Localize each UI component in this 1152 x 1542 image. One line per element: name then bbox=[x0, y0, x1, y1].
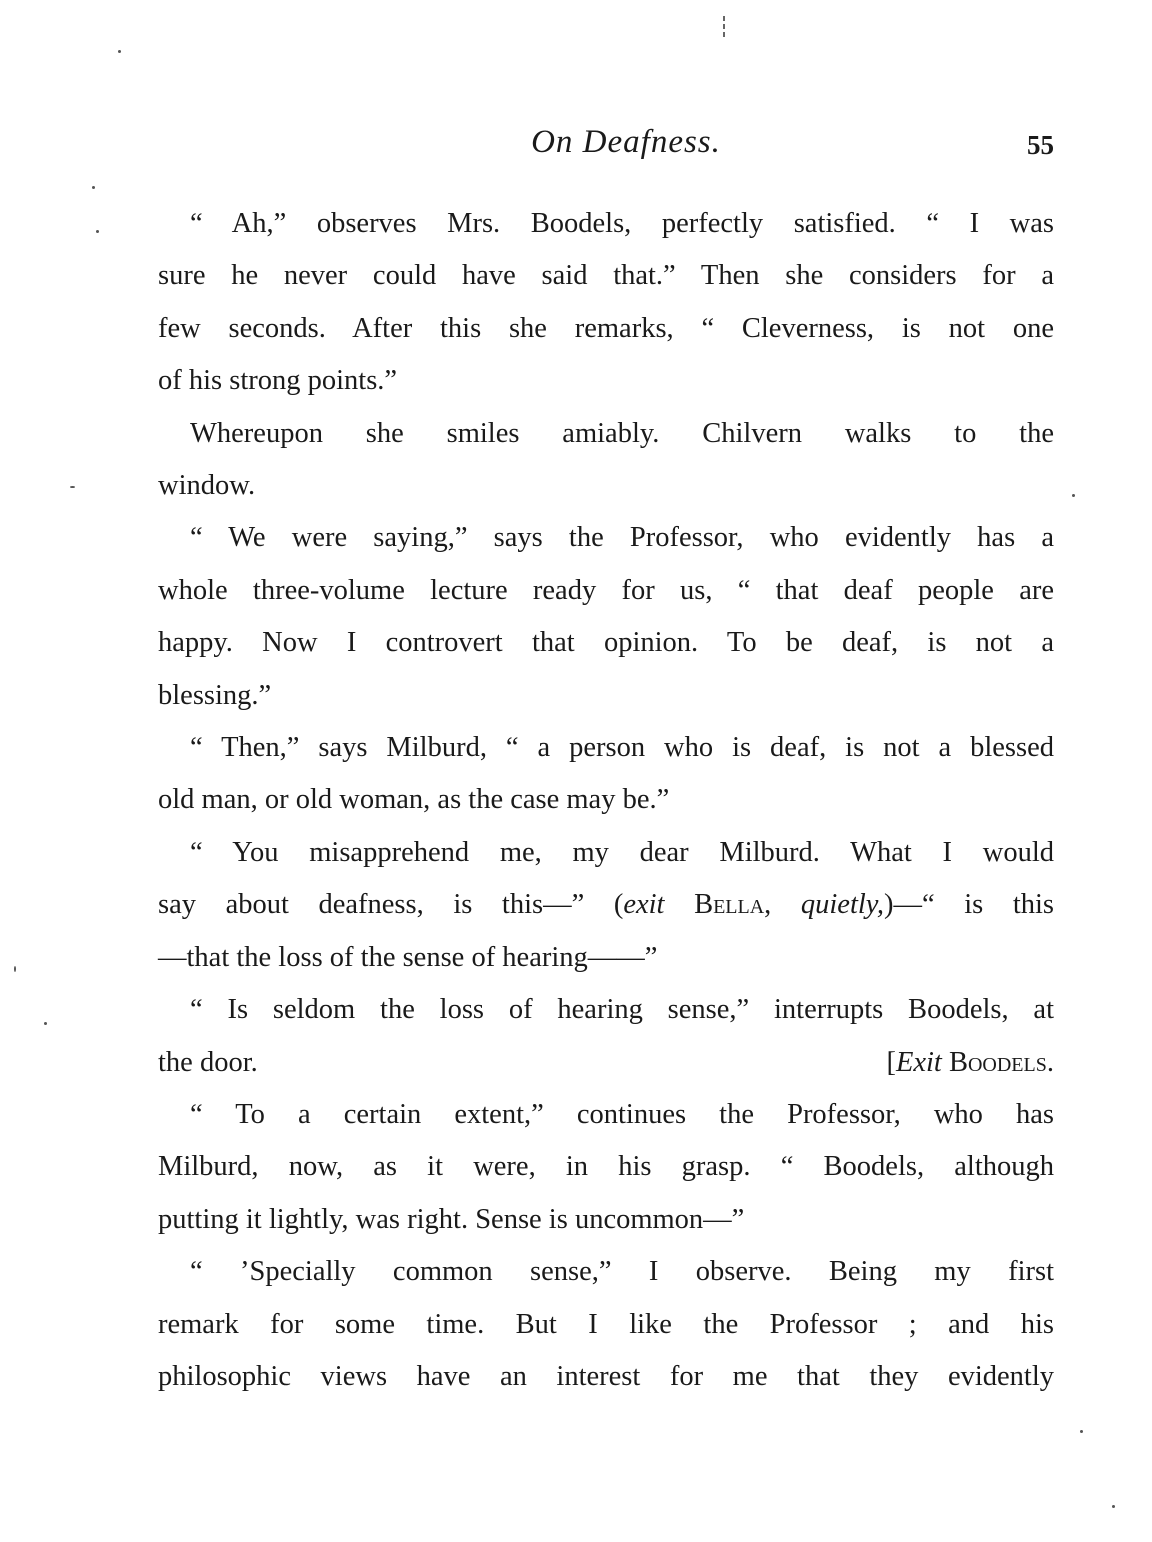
text-line: Whereupon she smiles amiably. Chilvern walks to the bbox=[190, 417, 1054, 449]
paper-speck bbox=[1112, 1505, 1115, 1508]
text-line: “ Then,” says Milburd, “ a person who is deaf, is not a blessed bbox=[190, 732, 1054, 764]
text-run: )—“ is this bbox=[884, 889, 1055, 921]
paragraph bbox=[158, 1246, 1054, 1403]
text-line: few seconds. After this she remarks, “ Cleverness, is not one bbox=[158, 312, 1054, 344]
text-line: blessing.” bbox=[158, 679, 272, 711]
text-run: say about deafness, is this—” ( bbox=[158, 889, 624, 921]
stage-direction-exit: Exit bbox=[895, 1046, 942, 1078]
paragraph bbox=[158, 408, 1054, 513]
stage-direction bbox=[886, 1037, 1054, 1089]
paper-speck bbox=[70, 486, 75, 488]
text-line: —that the loss of the sense of hearing——” bbox=[158, 941, 658, 973]
text-line: happy. Now I controvert that opinion. To be deaf, is not a bbox=[158, 627, 1054, 659]
paper-speck bbox=[1080, 1430, 1083, 1433]
paragraph bbox=[158, 512, 1054, 722]
running-head: On Deafness. bbox=[531, 124, 721, 160]
stage-direction-manner: quietly, bbox=[800, 889, 884, 921]
stage-direction-exit: exit bbox=[623, 889, 665, 921]
bracket: [ bbox=[886, 1046, 896, 1078]
text-run: the door. bbox=[158, 1046, 258, 1078]
text-line: Milburd, now, as it were, in his grasp. “ Boodels, although bbox=[158, 1151, 1054, 1183]
text-line bbox=[158, 879, 1054, 931]
text-line: window. bbox=[158, 470, 256, 502]
printer-mark bbox=[722, 14, 726, 46]
text-line: old man, or old woman, as the case may be.” bbox=[158, 784, 670, 816]
character-name: Boodels. bbox=[948, 1046, 1054, 1078]
paper-speck bbox=[92, 186, 95, 189]
page-number: 55 bbox=[1027, 130, 1054, 160]
paper-speck bbox=[96, 230, 99, 233]
text-line: whole three-volume lecture ready for us, “ that deaf people are bbox=[158, 574, 1054, 606]
paragraph bbox=[158, 722, 1054, 827]
paper-speck bbox=[1072, 494, 1075, 497]
text-line: “ We were saying,” says the Professor, who evidently has a bbox=[190, 522, 1054, 554]
text-line: “ ’Specially common sense,” I observe. Being my first bbox=[190, 1256, 1054, 1288]
paper-speck bbox=[14, 966, 16, 972]
text-line: putting it lightly, was right. Sense is uncommon—” bbox=[158, 1203, 745, 1235]
text-line: philosophic views have an interest for me that they evidently bbox=[158, 1360, 1054, 1392]
paper-speck bbox=[118, 50, 121, 53]
paragraph bbox=[158, 198, 1054, 408]
text-line bbox=[158, 1037, 1054, 1089]
text-line: “ Is seldom the loss of hearing sense,” interrupts Boodels, at bbox=[190, 994, 1054, 1026]
paragraph bbox=[158, 827, 1054, 984]
text-line: remark for some time. But I like the Professor ; and his bbox=[158, 1308, 1054, 1340]
paragraph bbox=[158, 1089, 1054, 1246]
page-header bbox=[158, 118, 1054, 168]
text-line: “ You misapprehend me, my dear Milburd. What I would bbox=[190, 836, 1054, 868]
text-line: sure he never could have said that.” Then she considers for a bbox=[158, 260, 1054, 292]
text-run: , bbox=[764, 889, 801, 921]
body-text bbox=[158, 198, 1054, 1403]
character-name: Bella bbox=[694, 889, 765, 921]
text-line: “ Ah,” observes Mrs. Boodels, perfectly satisfied. “ I was bbox=[190, 208, 1054, 239]
text-line: of his strong points.” bbox=[158, 365, 398, 397]
text-line: “ To a certain extent,” continues the Professor, who has bbox=[190, 1098, 1054, 1130]
paper-speck bbox=[44, 1022, 47, 1025]
paragraph bbox=[158, 984, 1054, 1089]
